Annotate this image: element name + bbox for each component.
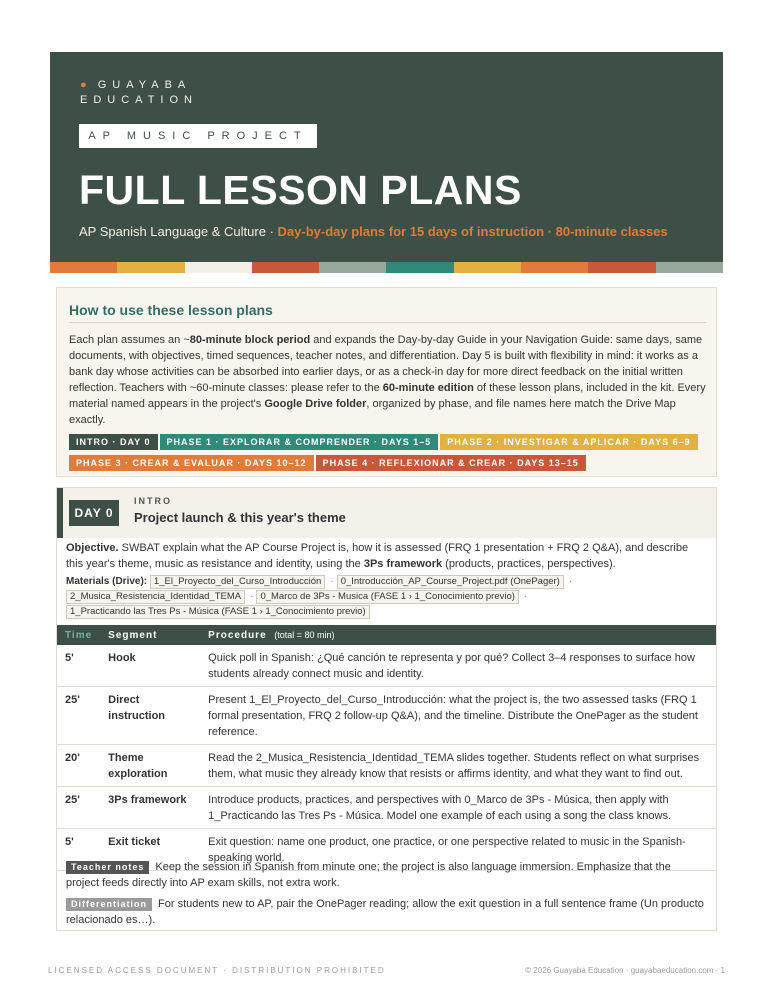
how-to-bold-1: 80-minute block period (189, 334, 311, 346)
brand-line-1: GUAYABA (97, 79, 192, 91)
how-to-heading: How to use these lesson plans (69, 302, 273, 318)
material-file: 1_El_Proyecto_del_Curso_Introducción (150, 575, 325, 589)
footer-copyright: © 2026 Guayaba Education · guayabaeducation.com · 1 (525, 966, 725, 975)
day-title: Project launch & this year's theme (134, 510, 346, 525)
how-to-text-4: , organized by phase, and file names here match the Drive Map exactly. (69, 398, 676, 426)
col-time: Time (57, 625, 100, 645)
row-segment: Hook (100, 645, 200, 687)
stripe-segment (454, 262, 521, 273)
objective-text-1: SWBAT explain what the AP Course Project is, how it is assessed (FRQ 1 presentation + FRQ 2 Q&A), and describe this year's theme, music as resistance and identity, using the (66, 542, 689, 570)
table-row (57, 645, 716, 687)
phase-chip: PHASE 3 · CREAR & EVALUAR · DAYS 10–12 (69, 455, 314, 471)
table-row (57, 787, 716, 829)
row-time: 5' (57, 645, 100, 687)
how-to-text-1: Each plan assumes an ~ (69, 334, 190, 346)
stripe-segment (117, 262, 184, 273)
footer-license: LICENSED ACCESS DOCUMENT · DISTRIBUTION PROHIBITED (48, 966, 386, 975)
brand-line-2: EDUCATION (80, 94, 198, 106)
materials-list (66, 574, 710, 619)
objective-text-2: (products, practices, perspectives). (442, 558, 616, 570)
stripe-segment (319, 262, 386, 273)
differentiation (66, 896, 706, 928)
teacher-notes-text: Keep the session in Spanish from minute one; the project is also language immersion. Emphasize that the project feeds directly into AP exam skills, not extra work. (66, 861, 671, 889)
brand-logo (80, 78, 198, 108)
stripe-segment (386, 262, 453, 273)
material-file: 1_Practicando las Tres Ps - Música (FASE 1 › 1_Conocimiento previo) (66, 605, 370, 619)
col-procedure (200, 625, 716, 645)
materials-separator: · (568, 576, 573, 587)
differentiation-text: For students new to AP, pair the OnePager reading; allow the exit question in a full sentence frame (Un producto relacionado es…). (66, 898, 704, 926)
divider (69, 322, 706, 323)
table-row (57, 745, 716, 787)
row-time: 25' (57, 687, 100, 745)
color-stripe (50, 262, 723, 273)
day-card (56, 487, 717, 931)
stripe-segment (588, 262, 655, 273)
phase-chips (69, 432, 709, 474)
col-segment: Segment (100, 625, 200, 645)
how-to-bold-2: 60-minute edition (382, 382, 474, 394)
teacher-notes-tag: Teacher notes (66, 861, 149, 874)
table-header-row (57, 625, 716, 645)
row-time: 25' (57, 787, 100, 829)
page-subtitle (79, 224, 668, 239)
row-time: 5' (57, 829, 100, 871)
material-file: 0_Introducción_AP_Course_Project.pdf (OnePager) (337, 575, 564, 589)
project-badge: AP MUSIC PROJECT (79, 124, 317, 148)
row-segment: Direct instruction (100, 687, 200, 745)
how-to-panel (56, 287, 717, 477)
materials-separator: · (330, 576, 334, 587)
day-header (57, 488, 716, 538)
teacher-notes (66, 859, 706, 891)
brand-dot-icon: ● (80, 79, 89, 91)
row-procedure: Introduce products, practices, and perspectives with 0_Marco de 3Ps - Música, then apply with 1_Practicando las Tres Ps - Música. Model one example of each using a song the class knows. (200, 787, 716, 829)
stripe-segment (521, 262, 588, 273)
phase-chip: PHASE 4 · REFLEXIONAR & CREAR · DAYS 13–15 (316, 455, 586, 471)
how-to-bold-3: Google Drive folder (264, 398, 367, 410)
col-procedure-total: (total = 80 min) (274, 629, 335, 640)
row-segment: Theme exploration (100, 745, 200, 787)
stripe-segment (656, 262, 723, 273)
objective (66, 540, 706, 572)
col-procedure-label: Procedure (208, 629, 267, 641)
stripe-segment (50, 262, 117, 273)
schedule-table (57, 625, 716, 871)
objective-bold: 3Ps framework (363, 558, 443, 570)
row-segment: Exit ticket (100, 829, 200, 871)
notes-section (66, 859, 706, 933)
materials-separator: · (523, 591, 528, 602)
row-time: 20' (57, 745, 100, 787)
how-to-text-3: of these lesson plans, included in the kit. Every material named appears in the project's (69, 382, 706, 410)
phase-chip: PHASE 1 · EXPLORAR & COMPRENDER · DAYS 1–5 (160, 434, 439, 450)
phase-chip: PHASE 2 · INVESTIGAR & APLICAR · DAYS 6–9 (440, 434, 697, 450)
day-kicker: INTRO (134, 496, 172, 506)
stripe-segment (185, 262, 252, 273)
row-procedure: Exit question: name one product, one practice, or one perspective related to music in the Spanish-speaking world. (200, 829, 716, 871)
page-title: FULL LESSON PLANS (79, 167, 522, 213)
day-accent-bar (57, 488, 63, 538)
stripe-segment (252, 262, 319, 273)
material-file: 0_Marco de 3Ps - Musica (FASE 1 › 1_Conocimiento previo) (256, 590, 519, 604)
how-to-text-2: and expands the Day-by-day Guide in your Navigation Guide: same days, same documents, with objectives, timed sequences, teacher notes, and differentiation. Day 5 is built with flexibility in mind: it works as a bank day whose activities can be absorbed into earlier days, or as a check-in day for more direct feedback on the initial written reflection. Teachers with ~60-minute classes: please refer to the (69, 334, 703, 394)
materials-separator: · (250, 591, 254, 602)
row-procedure: Read the 2_Musica_Resistencia_Identidad_TEMA slides together. Students reflect on what surprises them, what music they already know that resists or affirms identity, and what they want to find out. (200, 745, 716, 787)
table-row (57, 687, 716, 745)
row-procedure: Present 1_El_Proyecto_del_Curso_Introducción: what the project is, the two assessed tasks (FRQ 1 formal presentation, FRQ 2 follow-up Q&A), and the timeline. Distribute the OnePager as the student reference. (200, 687, 716, 745)
day-badge: DAY 0 (69, 500, 119, 526)
document-header (50, 52, 723, 262)
objective-label: Objective. (66, 542, 119, 554)
row-procedure: Quick poll in Spanish: ¿Qué canción te representa y por qué? Collect 3–4 responses to surface how students already connect music and identity. (200, 645, 716, 687)
subtitle-course: AP Spanish Language & Culture · (79, 224, 278, 239)
phase-chip: INTRO · DAY 0 (69, 434, 158, 450)
how-to-paragraph (69, 332, 709, 428)
material-file: 2_Musica_Resistencia_Identidad_TEMA (66, 590, 245, 604)
row-segment: 3Ps framework (100, 787, 200, 829)
subtitle-accent: Day-by-day plans for 15 days of instruction · 80-minute classes (277, 224, 668, 239)
materials-label: Materials (Drive): (66, 576, 148, 587)
differentiation-tag: Differentiation (66, 898, 152, 911)
